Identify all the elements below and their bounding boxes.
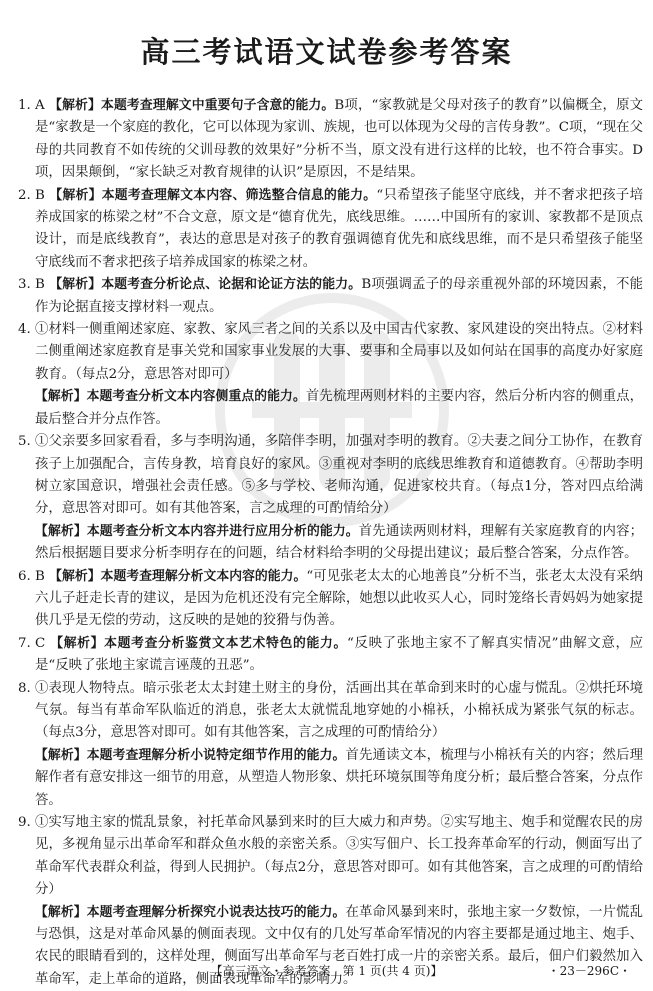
- answer-item-7: [18, 633, 643, 678]
- analysis-tag: 【解析】: [35, 747, 87, 763]
- page-title: 高三考试语文试卷参考答案: [140, 35, 513, 69]
- analysis-text: “可见张老太太的心地善良”分析不当，张老太太没有采纳六儿子赶走长青的建议，是因为危机还没有完全解除，她想以此收买人心，同时笼络长青妈妈为她家提供几乎是无偿的劳动，这反映的是她的狡猾与伪善。: [35, 568, 643, 629]
- analysis-head: 本题考查理解文本内容、筛选整合信息的能力。: [101, 187, 377, 203]
- analysis-head: 本题考查分析文本内容并进行应用分析的能力。: [86, 523, 359, 539]
- answer-item-4: [18, 319, 643, 431]
- analysis-tag: 【解析】: [49, 187, 102, 203]
- answer-text: ①表现人物特点。暗示张老太太封建土财主的身份，活画出其在革命到来时的心虚与慌乱。②烘托环境气氛。每当有革命军队临近的消息，张老太太就慌乱地穿她的小棉袄，小棉袄成为紧张气氛的标志。（每点3分，意思答对即可。如有其他答案，言之成理的可酌情给分）: [35, 680, 643, 741]
- analysis-text: 在革命风暴到来时，张地主家一夕数惊，一片慌乱与恐惧，这是对革命风暴的侧面表现。文中仅有的几处写革命军情况的内容主要都是通过地主、炮手、农民的眼睛看到的，这样处理，侧面写出革命军与老百姓打成一片的亲密关系。最后，佃户们毅然加入革命军，走上革命的道路，侧面表现革命军的影响力。: [35, 904, 644, 987]
- item-answer: A: [35, 98, 45, 113]
- answer-item-5: [18, 431, 643, 565]
- analysis-text: “反映了张地主家不了解真实情况”曲解文意，应是“反映了张地主家谎言诬蔑的丑恶”。: [35, 635, 643, 674]
- analysis-head: 本题考查分析文本内容侧重点的能力。: [86, 389, 306, 405]
- analysis-text: 首先梳理两则材料的主要内容，然后分析内容的侧重点，最后整合并分点作答。: [35, 389, 644, 427]
- answer-text: ①实写地主家的慌乱景象，衬托革命风暴到来时的巨大威力和声势。②实写地主、炮手和觉醒农民的房见，多视角显示出革命军和群众鱼水般的亲密关系。③实写佃户、长工投奔革命军的行动，侧面写出了革命军代表群众利益，得到人民拥护。（每点2分，意思答对即可。如有其他答案，言之成理的可酌情给分）: [35, 815, 643, 898]
- analysis-head: 本题考查分析论点、论据和论证方法的能力。: [101, 277, 362, 293]
- analysis-tag: 【解析】: [35, 523, 87, 539]
- analysis-tag: 【解析】: [35, 389, 87, 405]
- item-number: 7.: [18, 635, 31, 651]
- analysis-head: 本题考查理解分析小说特定细节作用的能力。: [86, 747, 346, 763]
- item-number: 1.: [18, 98, 31, 113]
- answer-item-3: [18, 274, 643, 319]
- item-number: 5.: [18, 434, 31, 450]
- analysis-tag: 【解析】: [49, 568, 101, 584]
- item-number: 8.: [18, 680, 31, 696]
- analysis-text: 首先通读文本，梳理与小棉袄有关的内容；然后理解作者有意安排这一细节的用意，从塑造人物形象、烘托环境氛围等角度分析；最后整合答案，分点作答。: [35, 747, 644, 808]
- analysis-text: B项强调孟子的母亲重视外部的环境因素，不能作为论据直接支撑材料一观点。: [35, 277, 644, 315]
- analysis-head: 本题考查理解文中重要句子含意的能力。: [100, 98, 335, 113]
- item-answer: C: [35, 635, 46, 651]
- answer-item-8: [18, 678, 643, 812]
- item-number: 3.: [18, 277, 31, 293]
- answer-text: ①材料一侧重阐述家庭、家教、家风三者之间的关系以及中国古代家教、家风建设的突出特点。②材料二侧重阐述家庭教育是事关党和国家事业发展的大事、要事和全局事以及如何站在国事的高度办好家庭教育。（每点2分，意思答对即可）: [35, 322, 643, 382]
- analysis-head: 本题考查理解分析文本内容的能力。: [100, 568, 307, 584]
- footer-paper-code: ・23－296C・: [547, 964, 631, 978]
- analysis-text: “只希望孩子能坚守底线，并不奢求把孩子培养成国家的栋梁之材”不合文意，原文是“德育优先，底线思维。……中国所有的家训、家教都不是顶点设计，而是底线教育”，表达的意思是对孩子的教育强调德育优先和底线思维，而不是只希望孩子能坚守底线而不奢求把孩子培养成国家的栋梁之材。: [35, 187, 643, 270]
- item-answer: B: [35, 187, 45, 203]
- analysis-tag: 【解析】: [49, 98, 101, 113]
- analysis-tag: 【解析】: [35, 904, 87, 920]
- answer-list: [18, 95, 643, 991]
- analysis-text: 首先通读两则材料，理解有关家庭教育的内容；然后根据题目要求分析李明存在的问题，结合材料给李明的父母提出建议；最后整合答案，分点作答。: [35, 523, 644, 562]
- answer-item-2: [18, 185, 643, 275]
- footer-page-info: 【高三语文・参考答案 第 1 页(共 4 页)】: [210, 964, 443, 978]
- answer-text: ①父亲要多回家看看，多与李明沟通，多陪伴李明，加强对李明的教育。②夫妻之间分工协作，在教育孩子上加强配合，言传身教，培育良好的家风。③重视对李明的底线思维教育和道德教育。④帮助李明树立家国意识，增强社会责任感。⑤多与学校、老师沟通，促进家校共育。（每点1分，答对四点给满分，意思答对即可。如有其他答案，言之成理的可酌情给分）: [35, 434, 643, 517]
- item-answer: B: [35, 568, 45, 584]
- item-answer: B: [35, 277, 45, 293]
- analysis-text: B项，“家教就是父母对孩子的教育”以偏概全，原文是“家教是一个家庭的教化，它可以体现为家训、族规，也可以体现为父母的言传身教”。C项，“现在父母的共同教育不如传统的父训母教的效果好”分析不当，原文没有进行这样的比较，也不符合事实。D项，因果颠倒，“家长缺乏对教育规律的认识”是原因，不是结果。: [35, 98, 644, 181]
- item-number: 6.: [18, 568, 31, 584]
- item-number: 4.: [18, 322, 31, 338]
- analysis-tag: 【解析】: [50, 635, 105, 651]
- item-number: 2.: [18, 187, 31, 203]
- analysis-head: 本题考查分析鉴赏文本艺术特色的能力。: [104, 635, 347, 651]
- analysis-head: 本题考查理解分析探究小说表达技巧的能力。: [86, 904, 346, 920]
- item-number: 9.: [18, 815, 31, 830]
- answer-item-6: [18, 566, 643, 633]
- analysis-tag: 【解析】: [49, 277, 102, 293]
- answer-item-1: [18, 95, 643, 185]
